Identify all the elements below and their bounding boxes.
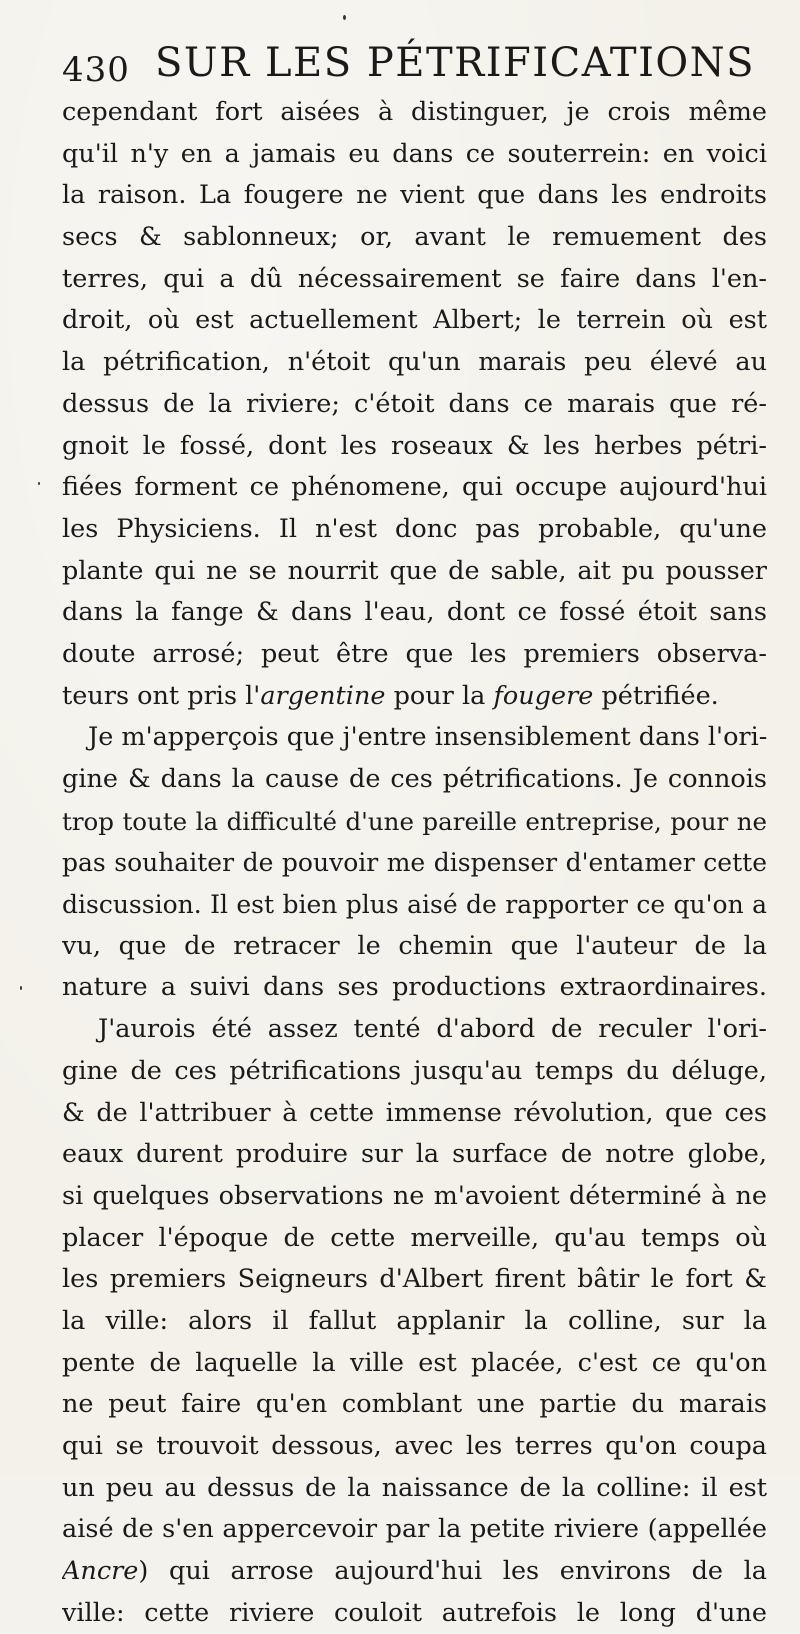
text-line: aisé de s'en appercevoir par la petite riviere (appellée xyxy=(62,1514,767,1545)
text-line: dans la fange & dans l'eau, dont ce fossé étoit sans xyxy=(62,597,767,628)
text-line: secs & sablonneux; or, avant le remuement des xyxy=(62,222,767,253)
text-line: fiées forment ce phénomene, qui occupe aujourd'hui xyxy=(62,472,767,503)
text-line: dessus de la riviere; c'étoit dans ce marais que ré- xyxy=(62,388,767,419)
text-line: ne peut faire qu'en comblant une partie du marais xyxy=(62,1389,767,1420)
text-line: la pétrification, n'étoit qu'un marais peu élevé au xyxy=(62,347,767,378)
text-line: qu'il n'y en a jamais eu dans ce souterrein: en voici xyxy=(62,138,767,169)
text-line: la ville: alors il fallut applanir la colline, sur la xyxy=(62,1305,767,1336)
ink-speck xyxy=(38,482,40,485)
text-line: & de l'attribuer à cette immense révolution, que ces xyxy=(62,1097,767,1128)
text-line: qui se trouvoit dessous, avec les terres qu'on coupa xyxy=(62,1431,767,1461)
text-run: ) qui arrose aujourd'hui les environs de la xyxy=(138,1556,767,1587)
running-head: SUR LES PÉTRIFICATIONS xyxy=(155,40,756,86)
text-line: gine & dans la cause de ces pétrifications. Je connois xyxy=(62,764,767,794)
text-run: pétrifiée. xyxy=(593,680,719,711)
italic-term: Ancre xyxy=(62,1556,139,1587)
text-line: les Physiciens. Il n'est donc pas probable, qu'une xyxy=(62,513,767,544)
text-line xyxy=(62,676,767,718)
text-line: placer l'époque de cette merveille, qu'au temps où xyxy=(62,1222,767,1253)
text-line: gnoit le fossé, dont les roseaux & les herbes pétri- xyxy=(62,430,767,461)
text-line: gine de ces pétrifications jusqu'au temps du déluge, xyxy=(62,1055,767,1086)
text-run: teurs ont pris l' xyxy=(62,680,261,711)
text-line: doute arrosé; peut être que les premiers observa- xyxy=(62,638,767,669)
text-line: eaux durent produire sur la surface de notre globe, xyxy=(62,1139,767,1170)
body-text xyxy=(62,92,767,1634)
text-line: Je m'apperçois que j'entre insensiblement dans l'ori- xyxy=(88,722,767,753)
text-line: nature a suivi dans ses productions extraordinaires. xyxy=(62,972,767,1003)
text-run: pour la xyxy=(385,680,494,711)
ink-speck xyxy=(20,986,22,990)
text-line: terres, qui a dû nécessairement se faire dans l'en- xyxy=(62,263,767,294)
text-line: pas souhaiter de pouvoir me dispenser d'entamer cette xyxy=(62,848,767,878)
text-line: un peu au dessus de la naissance de la colline: il est xyxy=(62,1472,767,1503)
text-line: cependant fort aisées à distinguer, je crois même xyxy=(62,97,767,127)
text-line: les premiers Seigneurs d'Albert firent bâtir le fort & xyxy=(62,1264,767,1295)
text-line: J'aurois été assez tenté d'abord de reculer l'ori- xyxy=(98,1014,767,1045)
italic-term: argentine xyxy=(260,680,386,711)
ink-speck xyxy=(343,15,346,20)
page-number: 430 xyxy=(62,50,130,90)
italic-term: fougere xyxy=(493,680,594,711)
text-line: droit, où est actuellement Albert; le terrein où est xyxy=(62,305,767,336)
text-line: vu, que de retracer le chemin que l'auteur de la xyxy=(62,930,767,961)
text-line: plante qui ne se nourrit que de sable, ait pu pousser xyxy=(62,555,767,586)
text-line: si quelques observations ne m'avoient déterminé à ne xyxy=(62,1180,767,1211)
text-line: la raison. La fougere ne vient que dans les endroits xyxy=(62,180,767,211)
text-line: ville: cette riviere couloit autrefois le long d'une xyxy=(62,1597,767,1628)
text-line: discussion. Il est bien plus aisé de rapporter ce qu'on a xyxy=(62,890,767,920)
text-line: trop toute la difficulté d'une pareille entreprise, pour ne xyxy=(62,806,767,836)
text-line: pente de laquelle la ville est placée, c'est ce qu'on xyxy=(62,1347,767,1378)
text-line xyxy=(62,1551,767,1593)
page-header xyxy=(62,40,782,90)
